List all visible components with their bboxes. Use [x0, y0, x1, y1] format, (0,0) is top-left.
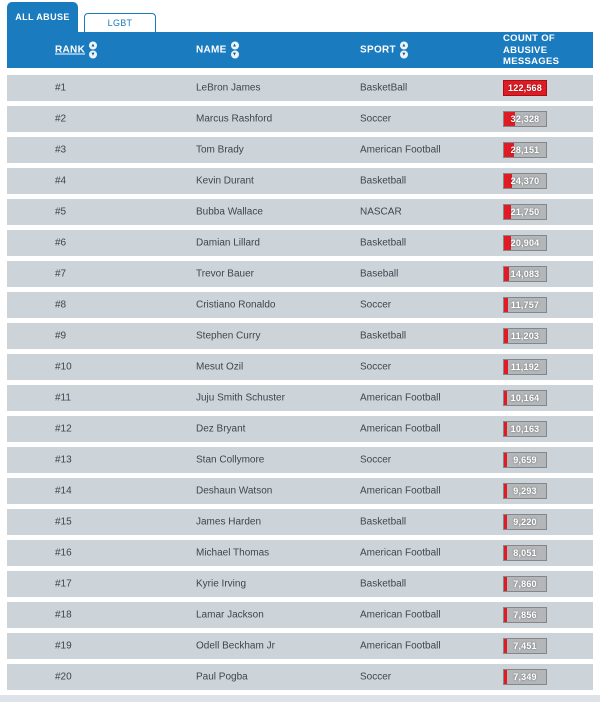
sport-cell: American Football — [360, 609, 441, 621]
count-bar — [503, 266, 547, 282]
count-value: 24,370 — [510, 176, 540, 186]
column-header-name[interactable] — [196, 42, 239, 59]
sport-cell: BasketBall — [360, 82, 408, 94]
count-value: 11,757 — [510, 300, 540, 310]
count-value: 7,860 — [513, 579, 537, 589]
table-row — [7, 168, 593, 194]
name-cell: Stephen Curry — [196, 330, 261, 342]
name-cell: Dez Bryant — [196, 423, 246, 435]
name-cell: Odell Beckham Jr — [196, 640, 275, 652]
rank-cell: #3 — [55, 144, 67, 156]
sport-cell: Basketball — [360, 578, 407, 590]
sport-cell: Basketball — [360, 175, 407, 187]
sport-cell: Basketball — [360, 237, 407, 249]
table-row — [7, 292, 593, 318]
count-bar — [503, 111, 547, 127]
table-row — [7, 664, 593, 690]
rank-cell: #2 — [55, 113, 67, 125]
rank-cell: #5 — [55, 206, 67, 218]
rank-cell: #10 — [55, 361, 72, 373]
tab-bar — [7, 0, 600, 32]
rank-cell: #11 — [55, 392, 71, 404]
count-bar — [503, 328, 547, 344]
count-bar — [503, 576, 547, 592]
count-bar — [503, 297, 547, 313]
name-cell: James Harden — [196, 516, 262, 528]
count-bar — [503, 669, 547, 685]
sport-cell: Soccer — [360, 454, 392, 466]
sort-desc-icon[interactable]: ▼ — [401, 51, 407, 58]
sport-cell: Baseball — [360, 268, 399, 280]
count-value: 9,293 — [513, 486, 537, 496]
sport-cell: American Football — [360, 144, 441, 156]
tab-lgbt[interactable]: LGBT — [84, 13, 156, 32]
table-row — [7, 106, 593, 132]
count-bar — [503, 545, 547, 561]
rank-cell: #13 — [55, 454, 72, 466]
count-value: 9,220 — [513, 517, 537, 527]
table-row — [7, 602, 593, 628]
count-value: 10,164 — [510, 393, 540, 403]
rank-cell: #1 — [55, 82, 67, 94]
table-row — [7, 354, 593, 380]
column-header-rank[interactable] — [55, 42, 97, 59]
count-bar — [503, 390, 547, 406]
name-cell: Damian Lillard — [196, 237, 260, 249]
count-value: 7,451 — [513, 641, 537, 651]
rank-cell: #9 — [55, 330, 67, 342]
column-label: SPORT — [360, 44, 396, 56]
count-bar — [503, 359, 547, 375]
sport-cell: Soccer — [360, 671, 392, 683]
count-value: 8,051 — [513, 548, 537, 558]
rank-cell: #14 — [55, 485, 72, 497]
count-bar — [503, 80, 547, 96]
column-label: RANK — [55, 44, 86, 56]
name-cell: LeBron James — [196, 82, 261, 94]
name-cell: Michael Thomas — [196, 547, 270, 559]
table-row — [7, 478, 593, 504]
name-cell: Lamar Jackson — [196, 609, 264, 621]
sport-cell: American Football — [360, 640, 441, 652]
table-body — [7, 75, 593, 690]
rank-cell: #16 — [55, 547, 72, 559]
rank-cell: #12 — [55, 423, 72, 435]
table-row — [7, 571, 593, 597]
rank-cell: #8 — [55, 299, 67, 311]
name-cell: Bubba Wallace — [196, 206, 263, 218]
count-value: 28,151 — [510, 145, 540, 155]
count-value: 7,856 — [513, 610, 537, 620]
bottom-strip — [0, 695, 600, 702]
count-value: 32,328 — [510, 114, 540, 124]
count-value: 122,568 — [508, 83, 542, 93]
sport-cell: American Football — [360, 485, 441, 497]
table-row — [7, 416, 593, 442]
sport-cell: American Football — [360, 423, 441, 435]
count-value: 14,083 — [510, 269, 540, 279]
name-cell: Deshaun Watson — [196, 485, 273, 497]
count-value: 9,659 — [513, 455, 537, 465]
count-value: 20,904 — [510, 238, 540, 248]
count-bar — [503, 204, 547, 220]
table-row — [7, 447, 593, 473]
column-label: NAME — [196, 44, 227, 56]
name-cell: Kevin Durant — [196, 175, 254, 187]
name-cell: Marcus Rashford — [196, 113, 273, 125]
count-bar — [503, 452, 547, 468]
sort-icon[interactable] — [231, 42, 239, 59]
column-header-sport[interactable] — [360, 42, 408, 59]
count-bar — [503, 173, 547, 189]
sport-cell: Soccer — [360, 113, 392, 125]
count-value: 21,750 — [510, 207, 540, 217]
sport-cell: Soccer — [360, 361, 392, 373]
sort-asc-icon[interactable]: ▲ — [401, 42, 407, 49]
column-header-count — [503, 33, 567, 68]
rank-cell: #6 — [55, 237, 67, 249]
sport-cell: Basketball — [360, 330, 407, 342]
table-header — [7, 32, 593, 68]
sport-cell: NASCAR — [360, 206, 402, 218]
table-row — [7, 199, 593, 225]
sport-cell: Basketball — [360, 516, 407, 528]
rank-cell: #17 — [55, 578, 72, 590]
table-row — [7, 540, 593, 566]
rank-cell: #15 — [55, 516, 72, 528]
count-bar — [503, 607, 547, 623]
count-bar — [503, 514, 547, 530]
sort-icon[interactable] — [89, 42, 97, 59]
table-row — [7, 75, 593, 101]
name-cell: Mesut Ozil — [196, 361, 244, 373]
table-row — [7, 509, 593, 535]
rank-cell: #18 — [55, 609, 72, 621]
sport-cell: American Football — [360, 392, 441, 404]
rank-cell: #7 — [55, 268, 67, 280]
column-label: COUNT OF ABUSIVE MESSAGES — [503, 32, 560, 67]
name-cell: Trevor Bauer — [196, 268, 254, 280]
count-value: 10,163 — [510, 424, 540, 434]
table-row — [7, 261, 593, 287]
name-cell: Cristiano Ronaldo — [196, 299, 276, 311]
count-bar — [503, 142, 547, 158]
table-row — [7, 323, 593, 349]
table-row — [7, 137, 593, 163]
sort-asc-icon[interactable]: ▲ — [90, 42, 96, 49]
sport-cell: Soccer — [360, 299, 392, 311]
count-bar — [503, 421, 547, 437]
name-cell: Tom Brady — [196, 144, 244, 156]
sort-icon[interactable] — [400, 42, 408, 59]
table-row — [7, 385, 593, 411]
count-value: 11,192 — [510, 362, 540, 372]
count-value: 7,349 — [513, 672, 537, 682]
table-row — [7, 633, 593, 659]
rank-cell: #19 — [55, 640, 72, 652]
sort-asc-icon[interactable]: ▲ — [232, 42, 238, 49]
name-cell: Stan Collymore — [196, 454, 265, 466]
count-bar — [503, 638, 547, 654]
sport-cell: American Football — [360, 547, 441, 559]
count-bar — [503, 235, 547, 251]
name-cell: Kyrie Irving — [196, 578, 247, 590]
name-cell: Paul Pogba — [196, 671, 248, 683]
rank-cell: #4 — [55, 175, 67, 187]
sort-desc-icon[interactable]: ▼ — [232, 51, 238, 58]
name-cell: Juju Smith Schuster — [196, 392, 285, 404]
count-bar — [503, 483, 547, 499]
table-row — [7, 230, 593, 256]
sort-desc-icon[interactable]: ▼ — [90, 51, 96, 58]
count-value: 11,203 — [510, 331, 540, 341]
rank-cell: #20 — [55, 671, 72, 683]
tab-all-abuse[interactable]: ALL ABUSE — [7, 2, 78, 32]
